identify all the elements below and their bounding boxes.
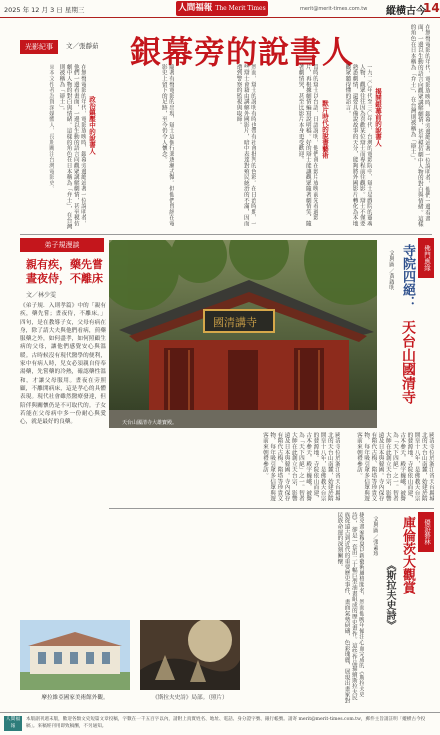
footer-badge: 人間福報 — [5, 717, 21, 729]
painting-photo — [140, 620, 240, 690]
column-label: 弟子規漫談 — [20, 238, 104, 252]
feature-author: 文／張靜茹 — [66, 42, 99, 50]
temple-label: 佛門應緣 — [418, 238, 434, 278]
feature-subhead: 默片時代的說書藝術 — [321, 100, 329, 159]
column-title-line2: 晝夜侍，不離床 — [26, 272, 103, 285]
painting-body: 捷克畫家穆夏以新藝術風格聞名，然而他晚年傾注心血完成的《斯拉夫史詩》，卻是一套由二十幅巨型油畫組成的歷史畫作。這些作品描繪斯拉夫民族從遠古到近代的重要歷史事件，畫面氣勢磅礴，色彩瑰麗，展現出畫家對民族命運的深刻關懷。 — [336, 512, 364, 704]
temple-author: 文與圖／黃啟明 — [388, 250, 394, 291]
temple-body: 國清寺位於浙江省天台縣城北的天台山南麓，始建於隋開皇十八年，是佛教天台宗的發源地。寺院依山而建，古木參天，殿宇巍峨，被譽為「天下四絕」之一。智者大師在此創立天台宗，影響遠及日本與韓國。寺內保存有隋代古梅、隋塔等珍貴文物，每年吸引眾多信眾與遊客前來朝禮參訪。 — [355, 432, 434, 502]
page-number: 14 — [423, 1, 440, 15]
painting-label: 優游藝林 — [418, 512, 434, 552]
column-author: 文／林少雯 — [26, 292, 57, 299]
column-title — [26, 258, 103, 286]
feature-subhead: 政治鎮壓中的說書人 — [88, 96, 96, 155]
svg-text:國清講寺: 國清講寺 — [213, 316, 257, 329]
temple-series: 寺院四絕： — [400, 244, 415, 309]
divider — [109, 508, 434, 509]
painting-title: 庫倫茨大觀賞 — [400, 516, 415, 594]
feature-paragraph: 一九二〇年代至三〇年代，台灣的電影院中，辯士是戲院的靈魂人物，觀眾往往因為喜歡某位辯士而專程前往觀影。辯士不僅要熟悉劇情，還要具備說故事的天分，能夠將外國影片轉化為本地觀眾聽得懂的語言。 — [344, 64, 372, 227]
logo-en: The Merit Times — [215, 5, 266, 12]
painting-illustration — [140, 620, 240, 690]
painting-subtitle: 《斯拉夫史詩》 — [384, 560, 395, 630]
newspaper-logo[interactable] — [176, 1, 268, 16]
feature-paragraph: 然而，辯士的說明有時也帶有社會批判的色彩。在日治時期，一些辯士會藉由講解外國影片，暗中表達對殖民統治的不滿，因而遭到警察的監視與取締。 — [235, 64, 256, 227]
museum-illustration — [20, 620, 130, 690]
divider — [20, 234, 432, 235]
left-image-caption: 摩拉維亞國家美術館外觀。 — [41, 695, 109, 701]
photo-caption: 天台山國清寺大雄寶殿。 — [122, 420, 178, 426]
issue-date: 2025 年 12 月 3 日 星期三 — [4, 6, 85, 14]
column-title-line1: 親有疾，藥先嘗 — [26, 258, 103, 271]
feature-title: 銀幕旁的說書人 — [130, 35, 354, 71]
feature-paragraph: 在無聲電影的年代，電影放映時，銀幕旁邊總站著一位說明者，他們一邊看畫面，一邊以生動的語言向觀眾講解劇情，甚至模仿劇中人物的對白與情緒。這樣的角色在日本稱為「弁士」，在台灣則被稱為「辯士」。 — [58, 64, 86, 230]
feature-subhead: 揭開銀幕前的說書人 — [374, 88, 382, 147]
site-email[interactable]: merit@merit-times.com.tw — [300, 6, 368, 12]
temple-title: 天台山國清寺 — [400, 320, 416, 404]
temple-body-cont: 國清寺位於浙江省天台縣城北的天台山南麓，始建於隋開皇十八年，是佛教天台宗的發源地。寺院依山而建，古木參天，殿宇巍峨，被譽為「天下四絕」之一。智者大師在此創立天台宗，影響遠及日本與韓國。寺內保存有隋代古梅、隋塔等珍貴文物，每年吸引眾多信眾與遊客前來朝禮參訪。 — [261, 432, 340, 502]
museum-photo — [20, 620, 130, 690]
footer-notice: 本版副刊週末版，歡迎各類文史短篇文章投稿，字數在一千五百字以內，請附上真實姓名、地址、電話、身分證字號、銀行帳號。請寄 merit@merit-times.com.tw，郵件主旨請註明「縱横古今投稿」。來稿經刊用即致稿酬，不另通知。 — [26, 717, 426, 729]
feature-paragraph: 當時的辯士以台語、日語說明，他們會在影片放映前先看過影片，再根據劇情編寫說明稿。好的辯士能讓觀眾隨著劇情笑、隨著劇情哭，甚至比影片本身更受歡迎。 — [297, 64, 318, 227]
feature-kicker: 光影紀事 — [20, 40, 58, 54]
section-title: 縱横古今 — [386, 6, 426, 17]
feature-paragraph: 隨著有聲電影的出現，辯士這個行業逐漸式微。但他們曾經在電影史上留下的足跡，至今仍令人懷念。 — [160, 64, 174, 227]
feature-paragraph: 在無聲電影的年代，電影放映時，銀幕旁邊總站著一位說明者，他們一邊看畫面，一邊以生動的語言向觀眾講解劇情，甚至模仿劇中人物的對白與情緒。這樣的角色在日本稱為「弁士」，在台灣則被稱為「辯士」。 — [409, 24, 430, 227]
temple-photo — [109, 240, 377, 428]
right-image-caption: 《斯拉夫史詩》局部。（照片） — [152, 695, 228, 701]
painting-author: 文與圖／張素珍 — [372, 516, 378, 557]
column-body: 《弟子規．入則孝篇》中的「親有疾，藥先嘗；晝夜侍，不離床。」四句，是在教導子女，父母有病在身，除了請大夫與他們看病，煎藥服藥之外，如何盡孝，如何照顧生病的父母，讓他們感覺安心與溫暖。古時候沒有現代醫學的便利，家中有病人時，兒女必須親自侍奉湯藥，先嘗藥的冷熱，確認藥性溫和，才讓父母服用。晝夜在旁照顧，不離開病床，這是孝心的具體表現。現代社會雖然醫療發達，但陪伴與關懷仍是不可取代的。子女若能在父母病中多一份耐心與愛心，就是最好的良藥。 — [20, 303, 106, 426]
feature-note: ※本文作者為資深媒體人，長期關注台灣電影史。 — [48, 64, 54, 192]
logo-cn: 人間福報 — [178, 3, 213, 13]
temple-illustration — [109, 240, 377, 428]
